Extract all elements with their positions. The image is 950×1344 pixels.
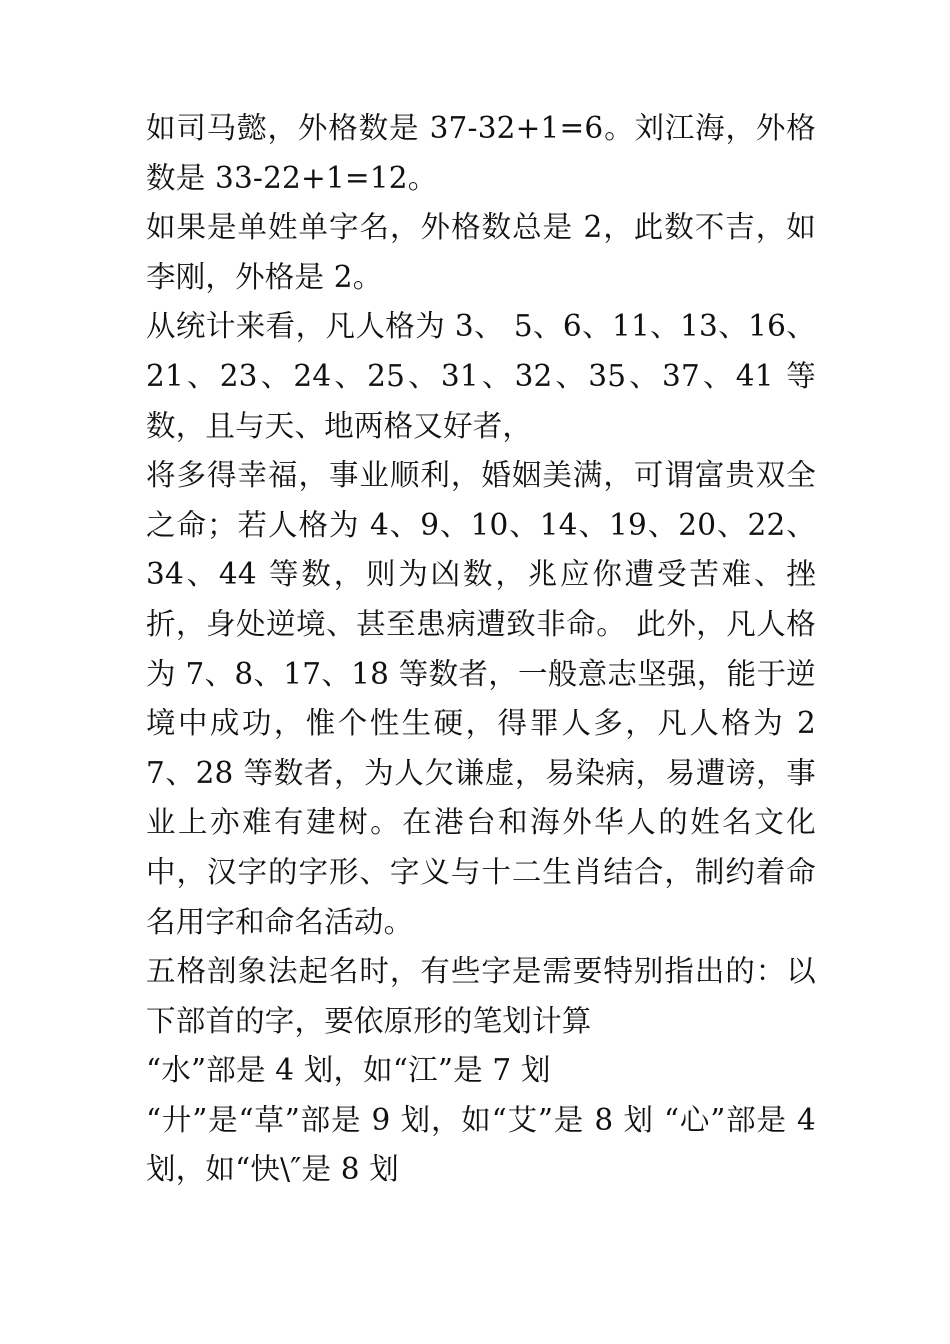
- paragraph-wuge-method: 五格剖象法起名时，有些字是需要特别指出的：以下部首的字，要依原形的笔划计算: [146, 954, 816, 1038]
- document-body: [146, 104, 816, 1195]
- paragraph-grass-heart-radical: “廾”是“草”部是 9 划，如“艾”是 8 划 “心”部是 4 划，如“快\″是 8 划: [146, 1102, 816, 1187]
- paragraph-statistics: 从统计来看，凡人格为 3、 5、6、11、13、16、21、23、24、25、31、32、35、37、41 等数，且与天、地两格又好者，: [146, 309, 816, 443]
- paragraph-fortune: 将多得幸福，事业顺利，婚姻美满，可谓富贵双全之命；若人格为 4、9、10、14、19、20、22、34、44 等数，则为凶数，兆应你遭受苦难、挫折，身处逆境、甚至患病遭致非命。 此外，凡人格为 7、8、17、18 等数者，一般意志坚强，能于逆境中成功，惟个性生硬，得罪人多，凡人格为 27、28 等数者，为人欠谦虚，易染病，易遭谤，事业上亦难有建树。在港台和海外华人的姓名文化中，汉字的字形、字义与十二生肖结合，制约着命名用字和命名活动。: [146, 458, 816, 939]
- paragraph-water-radical: “水”部是 4 划，如“江”是 7 划: [146, 1053, 551, 1088]
- paragraph-waige-examples: 如司马懿，外格数是 37-32+1=6。刘江海，外格数是 33-22+1=12。: [146, 111, 816, 195]
- paragraph-single-name: 如果是单姓单字名，外格数总是 2，此数不吉，如李刚，外格是 2。: [146, 210, 816, 294]
